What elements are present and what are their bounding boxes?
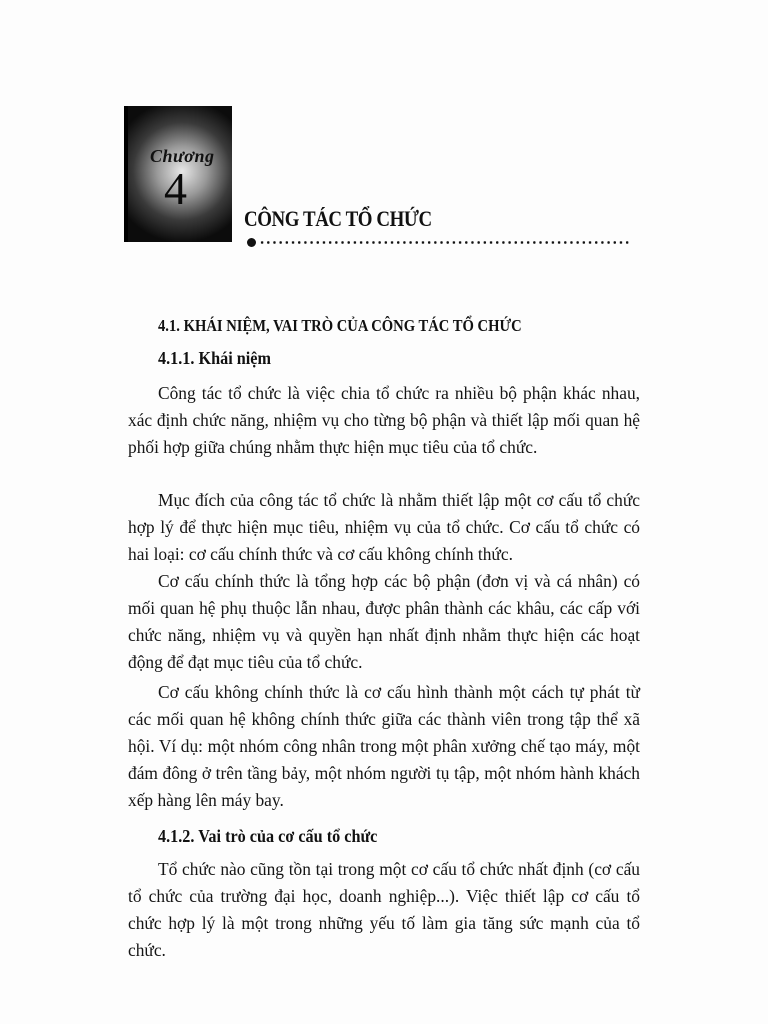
subsection-heading: 4.1.2. Vai trò của cơ cấu tổ chức xyxy=(158,826,378,846)
paragraph: Mục đích của công tác tổ chức là nhằm thiết lập một cơ cấu tổ chức hợp lý để thực hiện mục tiêu, nhiệm vụ của tổ chức. Cơ cấu tổ chức có hai loại: cơ cấu chính thức và cơ cấu không chính thức. xyxy=(128,490,640,564)
chapter-number: 4 xyxy=(164,163,187,214)
chapter-title: CÔNG TÁC TỔ CHỨC xyxy=(244,206,432,231)
paragraph: Tổ chức nào cũng tồn tại trong một cơ cấu tổ chức nhất định (cơ cấu tổ chức của trường đại học, doanh nghiệp...). Việc thiết lập cơ cấu tổ chức hợp lý là một trong những yếu tố làm gia tăng sức mạnh của tổ chức. xyxy=(128,859,640,960)
rule-bullet-dot xyxy=(247,238,256,247)
paragraph: Cơ cấu chính thức là tổng hợp các bộ phận (đơn vị và cá nhân) có mối quan hệ phụ thuộc lẫn nhau, được phân thành các khâu, các cấp với chức năng, nhiệm vụ và quyền hạn nhất định nhằm thực hiện các hoạt động để đạt mục tiêu của tổ chức. xyxy=(128,571,640,672)
paragraph: Công tác tổ chức là việc chia tổ chức ra nhiều bộ phận khác nhau, xác định chức năng, nhiệm vụ cho từng bộ phận và thiết lập mối quan hệ phối hợp giữa chúng nhằm thực hiện mục tiêu của tổ chức. xyxy=(128,383,640,457)
chapter-badge xyxy=(124,106,232,242)
paragraph: Cơ cấu không chính thức là cơ cấu hình thành một cách tự phát từ các mối quan hệ không chính thức giữa các thành viên trong tập thể xã hội. Ví dụ: một nhóm công nhân trong một phân xưởng chế tạo máy, một đám đông ở trên tầng bảy, một nhóm người tụ tập, một nhóm hành khách xếp hàng lên máy bay. xyxy=(128,682,640,810)
subsection-heading: 4.1.1. Khái niệm xyxy=(158,348,271,368)
chapter-word: Chương xyxy=(150,146,215,166)
title-dotted-rule xyxy=(247,238,632,246)
rule-dotted-line xyxy=(259,241,631,244)
section-heading: 4.1. KHÁI NIỆM, VAI TRÒ CỦA CÔNG TÁC TỔ CHỨC xyxy=(158,316,522,335)
